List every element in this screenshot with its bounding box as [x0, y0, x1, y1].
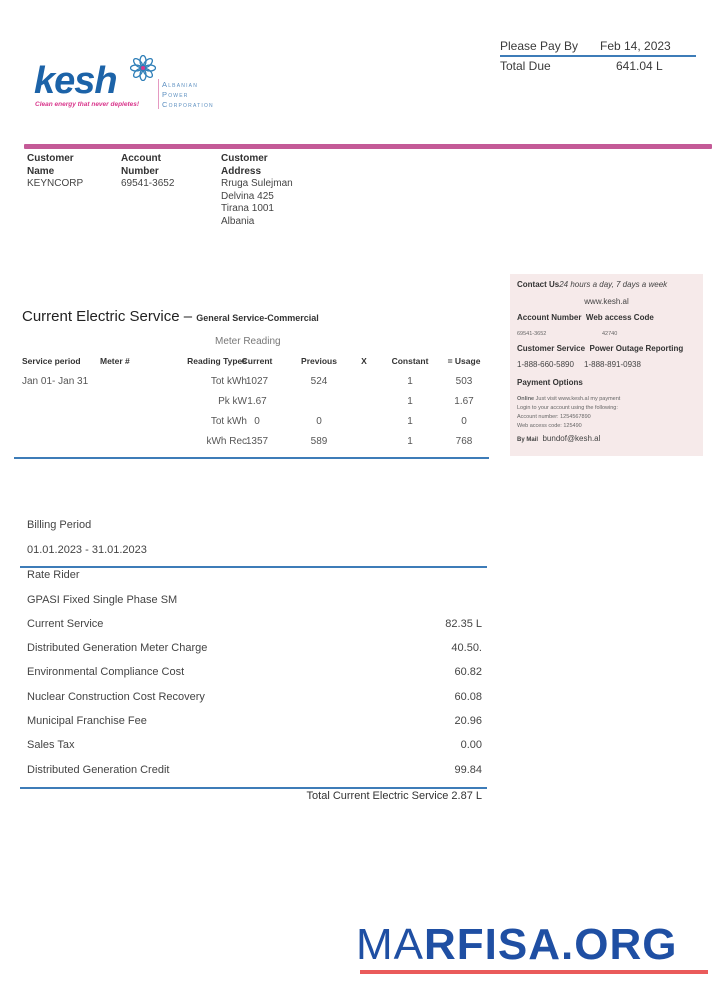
- meter-table-divider: [14, 457, 489, 459]
- customer-service-label: Customer Service: [517, 344, 586, 353]
- table-row: [22, 416, 488, 436]
- logo-tagline: Clean energy that never depletes!: [35, 101, 140, 108]
- meter-reading-table: [22, 356, 488, 456]
- rate-plan: GPASI Fixed Single Phase SM: [27, 594, 178, 606]
- cell: kWh Rec: [206, 436, 247, 447]
- charge-row: [27, 666, 482, 680]
- web-access-code-label: Web access Code: [585, 313, 654, 322]
- customer-name-label-2: Name: [27, 165, 55, 177]
- watermark-part-2: RFISA.ORG: [424, 920, 678, 969]
- corp-line: Albanian: [162, 80, 198, 89]
- cell: 1: [407, 416, 413, 427]
- charge-label: Municipal Franchise Fee: [27, 715, 147, 727]
- customer-name-value: KEYNCORP: [27, 178, 84, 189]
- billing-period-label: Billing Period: [27, 519, 92, 531]
- meter-table-header: [22, 356, 488, 368]
- account-number-value: 69541-3652: [121, 178, 175, 189]
- total-current-electric-service: Total Current Electric Service 2.87 L: [306, 790, 482, 802]
- charge-label: Distributed Generation Meter Charge: [27, 642, 208, 654]
- charge-row: [27, 764, 482, 778]
- billing-divider: [20, 566, 487, 568]
- cell: 1: [407, 436, 413, 447]
- address-line: Tirana 1001: [221, 203, 274, 214]
- rate-rider-label: Rate Rider: [27, 569, 80, 581]
- cell: Tot kWh: [210, 416, 247, 427]
- cell: 1027: [245, 376, 269, 387]
- cell: Jan 01- Jan 31: [22, 376, 89, 387]
- online-label: Online: [517, 396, 535, 402]
- charge-amount: 0.00: [460, 739, 482, 751]
- charges-divider: [20, 787, 487, 789]
- charge-row: [27, 715, 482, 729]
- cell: 768: [455, 436, 473, 447]
- cell: 1.67: [454, 396, 474, 407]
- kesh-logo: [34, 55, 244, 115]
- account-number-block: [121, 153, 174, 191]
- power-outage-label: Power Outage Reporting: [589, 344, 684, 353]
- cell: 0: [316, 416, 322, 427]
- contact-box: [510, 274, 703, 456]
- charge-row: [27, 642, 482, 656]
- address-line: Albania: [221, 215, 255, 227]
- charge-label: Environmental Compliance Cost: [27, 666, 185, 678]
- service-title: [22, 308, 319, 325]
- table-row: [22, 396, 488, 416]
- cell: 1357: [245, 436, 269, 447]
- col-header: Current: [241, 356, 273, 366]
- billing-period-value: 01.01.2023 - 31.01.2023: [27, 544, 147, 556]
- watermark-part-1: MA: [356, 920, 424, 969]
- by-mail-line: [517, 434, 600, 443]
- col-header: X: [361, 356, 367, 366]
- pay-by-date: Feb 14, 2023: [600, 39, 671, 53]
- address-line: Rruga Sulejman: [221, 178, 293, 189]
- col-header: Service period: [22, 356, 81, 366]
- pay-by-label: Please Pay By: [500, 39, 579, 53]
- logo-divider: [158, 79, 159, 109]
- contact-us-line: [517, 280, 667, 289]
- cell: 1: [407, 396, 413, 407]
- col-header: Previous: [301, 356, 337, 366]
- cell: Tot kWh: [210, 376, 247, 387]
- online-text: Just visit www.kesh.al my payment: [535, 396, 621, 402]
- meter-reading-label: Meter Reading: [215, 336, 281, 347]
- by-mail-label: By Mail: [517, 437, 539, 443]
- watermark-logo: [356, 920, 677, 970]
- customer-address-label: Customer: [221, 153, 268, 164]
- customer-address-label-2: Address: [221, 165, 262, 177]
- online-line-4: Web access code: 125490: [517, 423, 582, 429]
- online-payment-line: [517, 396, 620, 402]
- corp-line: Corporation: [162, 100, 214, 109]
- service-phone-header: [517, 344, 683, 353]
- contact-us-label: Contact Us: [517, 280, 560, 289]
- charge-label: Distributed Generation Credit: [27, 764, 170, 776]
- col-header: Reading Types: [187, 356, 247, 366]
- table-row: [22, 376, 488, 396]
- payment-summary: [500, 37, 696, 75]
- charge-label: Current Service: [27, 618, 104, 630]
- account-number-label-2: Number: [121, 165, 159, 177]
- online-line-3: Account number: 1254567890: [517, 414, 591, 420]
- charge-amount: 82.35 L: [445, 618, 482, 630]
- charge-row: [27, 618, 482, 632]
- customer-name-label: Customer: [27, 153, 74, 164]
- charge-label: Sales Tax: [27, 739, 75, 751]
- charge-amount: 99.84: [454, 764, 482, 776]
- logo-corporation: [162, 80, 214, 110]
- customer-service-phone[interactable]: 1-888-660-5890: [517, 360, 574, 369]
- header-divider: [24, 144, 712, 149]
- cell: 503: [455, 376, 473, 387]
- cell: 0: [461, 416, 467, 427]
- cell: 1: [407, 376, 413, 387]
- account-number-header: [517, 313, 654, 322]
- table-row: [22, 436, 488, 456]
- col-header: Meter #: [100, 356, 130, 366]
- charge-amount: 60.82: [454, 666, 482, 678]
- service-subtitle: General Service-Commercial: [196, 313, 319, 323]
- outage-phone[interactable]: 1-888-891-0938: [584, 360, 641, 369]
- total-due-value: 641.04 L: [616, 59, 663, 73]
- total-due-label: Total Due: [500, 59, 551, 73]
- col-header: = Usage: [447, 356, 481, 366]
- mail-address[interactable]: bundof@kesh.al: [542, 434, 601, 443]
- website-link[interactable]: www.kesh.al: [584, 297, 629, 306]
- flower-logo-icon: [130, 55, 156, 81]
- contact-hours: 24 hours a day, 7 days a week: [559, 280, 668, 289]
- corp-line: Power: [162, 90, 189, 99]
- cell: 0: [254, 416, 260, 427]
- account-number-contact: 69541-3652: [517, 331, 547, 337]
- charge-amount: 40.50.: [451, 642, 482, 654]
- service-title-main: Current Electric Service –: [22, 308, 193, 325]
- cell: 524: [310, 376, 328, 387]
- payment-options-label: Payment Options: [517, 378, 583, 387]
- logo-brand: kesh: [34, 60, 117, 102]
- customer-address-block: [221, 153, 293, 228]
- watermark-underline: [360, 970, 708, 974]
- charge-amount: 20.96: [454, 715, 482, 727]
- charge-label: Nuclear Construction Cost Recovery: [27, 691, 205, 703]
- web-access-code-value: 42740: [602, 331, 618, 337]
- account-number-label: Account: [121, 153, 161, 164]
- online-line-2: Login to your account using the following:: [517, 405, 618, 411]
- charge-row: [27, 739, 482, 753]
- cell: 1.67: [247, 396, 267, 407]
- cell: 589: [310, 436, 328, 447]
- total-due-row: [500, 57, 696, 75]
- pay-by-row: [500, 37, 696, 57]
- charge-row: [27, 691, 482, 705]
- col-header: Constant: [391, 356, 429, 366]
- account-number-label: Account Number: [517, 313, 582, 322]
- cell: Pk kW: [218, 396, 247, 407]
- address-line: Delvina 425: [221, 190, 274, 202]
- charge-amount: 60.08: [454, 691, 482, 703]
- customer-name-block: [27, 153, 83, 191]
